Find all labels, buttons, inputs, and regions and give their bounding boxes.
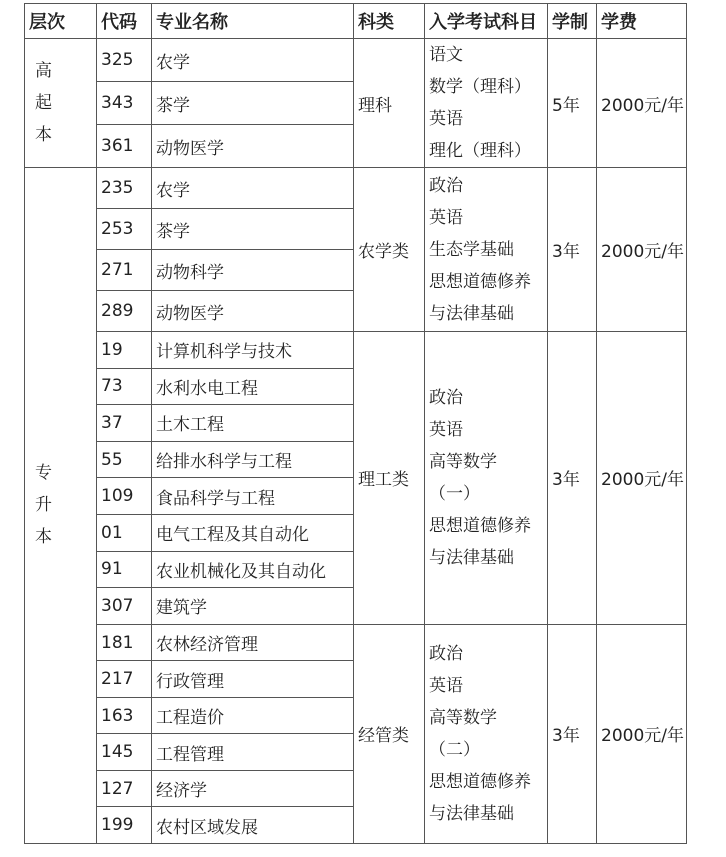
major-name-cell: 动物医学 <box>152 125 354 168</box>
major-name-cell: 农学 <box>152 39 354 82</box>
major-name-cell: 给排水科学与工程 <box>152 441 354 478</box>
level-char: 本 <box>35 527 52 548</box>
fee-cell: 2000元/年 <box>597 168 687 332</box>
major-name-cell: 工程造价 <box>152 697 354 734</box>
exam-subject: 生态学基础 <box>429 239 514 260</box>
major-name-cell: 经济学 <box>152 770 354 807</box>
category-cell: 理科 <box>354 39 425 168</box>
duration-cell: 3年 <box>548 332 597 625</box>
exam-subject: （二） <box>429 739 480 760</box>
major-name-cell: 茶学 <box>152 82 354 125</box>
table-row <box>25 624 687 661</box>
fee-cell: 2000元/年 <box>597 624 687 843</box>
level-char: 专 <box>35 463 52 484</box>
code-cell: 361 <box>97 125 152 168</box>
exam-subject: 与法律基础 <box>429 303 514 324</box>
exam-subject: 英语 <box>429 207 463 228</box>
major-name-cell: 土木工程 <box>152 405 354 442</box>
duration-cell: 5年 <box>548 39 597 168</box>
code-cell: 109 <box>97 478 152 515</box>
table-row <box>25 39 687 82</box>
code-cell: 199 <box>97 807 152 844</box>
fee-cell: 2000元/年 <box>597 39 687 168</box>
code-cell: 37 <box>97 405 152 442</box>
exam-subjects-cell <box>425 168 548 332</box>
code-cell: 271 <box>97 250 152 291</box>
level-char: 升 <box>35 495 52 516</box>
exam-subject: 与法律基础 <box>429 547 514 568</box>
level-char: 本 <box>35 125 52 145</box>
exam-subject: 高等数学 <box>429 451 497 472</box>
major-name-cell: 茶学 <box>152 209 354 250</box>
code-cell: 343 <box>97 82 152 125</box>
exam-subject: 政治 <box>429 643 463 664</box>
exam-subject: 思想道德修养 <box>429 271 531 292</box>
category-cell: 理工类 <box>354 332 425 625</box>
major-name-cell: 农村区域发展 <box>152 807 354 844</box>
header-row <box>25 4 687 39</box>
exam-subject: 理化（理科） <box>429 141 531 161</box>
major-name-cell: 农林经济管理 <box>152 624 354 661</box>
header-cell: 代码 <box>97 4 152 39</box>
code-cell: 19 <box>97 332 152 369</box>
level-cell <box>25 39 97 168</box>
code-cell: 163 <box>97 697 152 734</box>
code-cell: 307 <box>97 588 152 625</box>
exam-subject: 与法律基础 <box>429 803 514 824</box>
major-name-cell: 水利水电工程 <box>152 368 354 405</box>
code-cell: 55 <box>97 441 152 478</box>
header-cell: 学费 <box>597 4 687 39</box>
header-cell: 学制 <box>548 4 597 39</box>
major-name-cell: 农学 <box>152 168 354 209</box>
duration-cell: 3年 <box>548 624 597 843</box>
exam-subject: 政治 <box>429 387 463 408</box>
code-cell: 289 <box>97 291 152 332</box>
header-cell: 科类 <box>354 4 425 39</box>
major-name-cell: 计算机科学与技术 <box>152 332 354 369</box>
exam-subject: 思想道德修养 <box>429 771 531 792</box>
header-cell: 层次 <box>25 4 97 39</box>
exam-subject: 语文 <box>429 45 463 65</box>
level-char: 起 <box>35 93 52 113</box>
fee-cell: 2000元/年 <box>597 332 687 625</box>
code-cell: 235 <box>97 168 152 209</box>
category-cell: 农学类 <box>354 168 425 332</box>
code-cell: 91 <box>97 551 152 588</box>
code-cell: 181 <box>97 624 152 661</box>
major-name-cell: 动物科学 <box>152 250 354 291</box>
code-cell: 01 <box>97 514 152 551</box>
exam-subject: 英语 <box>429 109 463 129</box>
exam-subjects-cell <box>425 39 548 168</box>
code-cell: 73 <box>97 368 152 405</box>
code-cell: 325 <box>97 39 152 82</box>
major-name-cell: 行政管理 <box>152 661 354 698</box>
major-name-cell: 动物医学 <box>152 291 354 332</box>
header-cell: 专业名称 <box>152 4 354 39</box>
major-name-cell: 建筑学 <box>152 588 354 625</box>
major-name-cell: 工程管理 <box>152 734 354 771</box>
exam-subject: 数学（理科） <box>429 77 531 97</box>
level-cell <box>25 168 97 844</box>
major-name-cell: 农业机械化及其自动化 <box>152 551 354 588</box>
major-name-cell: 电气工程及其自动化 <box>152 514 354 551</box>
table-row <box>25 332 687 369</box>
code-cell: 217 <box>97 661 152 698</box>
exam-subject: 政治 <box>429 175 463 196</box>
exam-subject: 英语 <box>429 419 463 440</box>
code-cell: 253 <box>97 209 152 250</box>
category-cell: 经管类 <box>354 624 425 843</box>
program-table <box>24 3 687 844</box>
level-char: 高 <box>35 61 52 81</box>
duration-cell: 3年 <box>548 168 597 332</box>
exam-subject: 思想道德修养 <box>429 515 531 536</box>
code-cell: 127 <box>97 770 152 807</box>
major-name-cell: 食品科学与工程 <box>152 478 354 515</box>
exam-subject: 高等数学 <box>429 707 497 728</box>
exam-subjects-cell <box>425 332 548 625</box>
table-row <box>25 168 687 209</box>
exam-subject: 英语 <box>429 675 463 696</box>
exam-subjects-cell <box>425 624 548 843</box>
header-cell: 入学考试科目 <box>425 4 548 39</box>
table-body <box>25 39 687 844</box>
code-cell: 145 <box>97 734 152 771</box>
exam-subject: （一） <box>429 483 480 504</box>
